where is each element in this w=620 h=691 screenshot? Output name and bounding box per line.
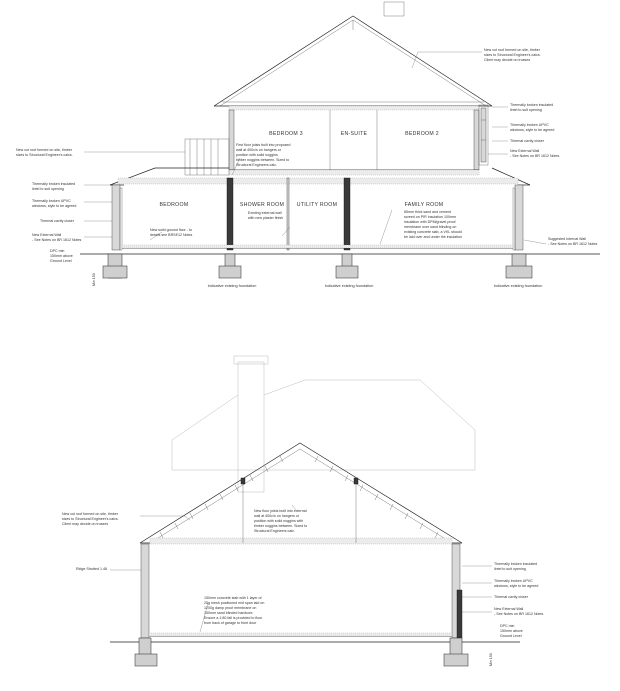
note-lintel-right-b: Thermally broken insulated lintel to suit opening bbox=[494, 562, 538, 571]
room-label-family-room: FAMILY ROOM bbox=[404, 202, 444, 208]
note-rafters-b: New floor joists built into external wall at 400c/s on hangers or position with solid noggins with timber noggins between. Sized to Structural Engineers calc. bbox=[254, 509, 308, 533]
room-label-utility-room: UTILITY ROOM bbox=[296, 202, 338, 208]
caption-foundation-right-a: Indicative existing foundation bbox=[493, 284, 543, 288]
chimney-a bbox=[384, 2, 404, 16]
note-new-wall-right-b: New External Wall - See Notes on BR 1612 Notes bbox=[494, 607, 544, 616]
room-label-bedroom2: BEDROOM 2 bbox=[405, 131, 439, 137]
note-ridge-b: Ridge Strutted 1.48 bbox=[76, 567, 107, 571]
note-dpc-left-a: DPC min 150mm above Ground Level bbox=[50, 249, 73, 263]
note-dpc-right-b: DPC min 150mm above Ground Level bbox=[500, 624, 523, 638]
note-cavity-closer-right-a: Thermal cavity closer bbox=[510, 139, 544, 143]
room-label-shower-room: SHOWER ROOM bbox=[239, 202, 285, 208]
note-upvc-right-a: Thermally broken UPVC windows, style to be agreed bbox=[510, 123, 555, 132]
note-new-wall-right-a: New External Wall - See Notes on BR 1612 Notes bbox=[510, 149, 560, 158]
section-a bbox=[16, 2, 600, 288]
note-lintel-left-a: Thermally broken insulated lintel to suit opening bbox=[32, 182, 76, 191]
dim-min-b: Min 150 bbox=[489, 653, 493, 666]
note-cavity-closer-left-a: Thermal cavity closer bbox=[40, 219, 74, 223]
caption-foundation-left-a: Indicative existing foundation bbox=[207, 284, 257, 288]
foundations-a bbox=[103, 254, 532, 278]
note-lintel-right-a: Thermally broken insulated lintel to suit opening bbox=[510, 103, 554, 112]
note-suggested-wall-a: Suggested Internal Wall - See Notes on BR 1612 Notes bbox=[548, 237, 598, 246]
note-slab-b: 150mm concrete slab with 1 layer of 25g mesh positioned mid span laid on 1200g damp proof membrane on 150mm sand blinded hardcore. Ensure a 1:80 fall is provided to floor from back of garage to front door bbox=[204, 596, 265, 625]
left-roof-box-a bbox=[185, 139, 229, 175]
room-label-bedroom: BEDROOM bbox=[159, 202, 189, 208]
main-roof-a bbox=[214, 16, 492, 110]
note-existing-wall-a: Existing external wall with new plaster finish bbox=[248, 211, 284, 220]
note-cavity-right-b: Thermal cavity closer bbox=[494, 595, 528, 599]
ghost-house-outline-b bbox=[172, 356, 475, 492]
room-label-bedroom3: BEDROOM 3 bbox=[269, 131, 303, 137]
note-floor-joists-a: First floor joists built into proposed wall at 400c/s on hangers or position with solid noggins timber noggins between. Sized to Structural Engineers calc. bbox=[236, 143, 291, 167]
room-label-ensuite: EN-SUITE bbox=[340, 131, 368, 137]
note-roof-timbers-a: New cut roof formed on site, timber sizes to Structural Engineer's calcs. Client may decide on trusses bbox=[484, 48, 541, 62]
note-flat-roof-left-a: New cut roof formed on site, timber sizes to Structural Engineer's calcs. bbox=[16, 148, 73, 157]
note-upvc-left-a: Thermally broken UPVC windows, style to be agreed bbox=[32, 199, 77, 208]
section-b bbox=[62, 356, 544, 666]
caption-foundation-mid-a: Indicative existing foundation bbox=[324, 284, 374, 288]
garage-roof-b bbox=[140, 443, 462, 544]
dim-min-a: Min 150 bbox=[92, 273, 96, 286]
garage-walls-b bbox=[110, 544, 520, 642]
note-upvc-right-b: Thermally broken UPVC windows, style to be agreed bbox=[494, 579, 539, 588]
note-new-wall-left-a: New External Wall - See Notes on BR 1612 Notes bbox=[32, 233, 82, 242]
note-stud-wall-a: New solid ground floor - to details see BRSE12 Notes bbox=[150, 228, 193, 237]
note-roof-left-b: New cut roof formed on site, timber sizes to Structural Engineer's calcs. Client may decide on trusses bbox=[62, 512, 119, 526]
ground-floor-walls-a bbox=[80, 178, 600, 254]
note-screed-a: 65mm thick sand and cement screed on PIR insulation 100mm insulation with DPM/gravel proof membrane over sand blinding on existing concrete slab, a VKL should be laid over and under the insulation bbox=[404, 210, 462, 239]
